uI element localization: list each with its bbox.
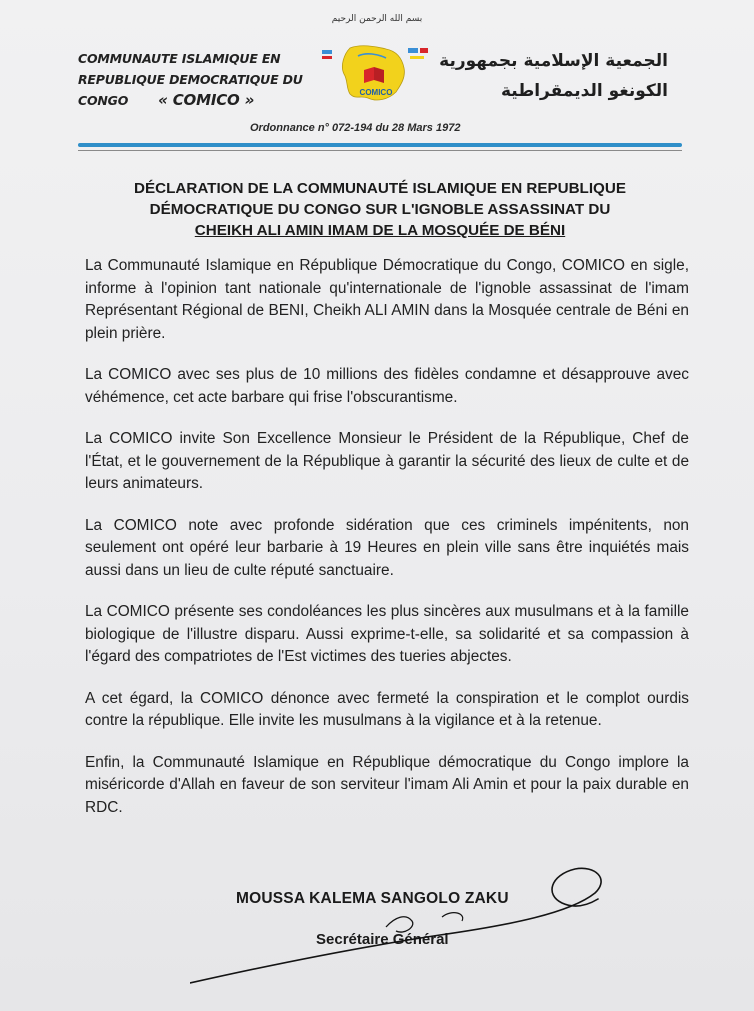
paragraph-6: A cet égard, la COMICO dénonce avec fermeté la conspiration et le complot ourdis contre la république. Elle invite les musulmans à la vigilance et à la retenue. — [85, 689, 689, 729]
handwritten-signature-icon — [190, 855, 620, 995]
org-acronym: « COMICO » — [158, 91, 255, 109]
paragraph-3: La COMICO invite Son Excellence Monsieur le Président de la République, Chef de l'État, et le gouvernement de la République à garantir la sécurité des lieux de culte et de leurs animateurs. — [85, 430, 689, 492]
org-name-french — [78, 48, 328, 111]
signatory-name: MOUSSA KALEMA SANGOLO ZAKU — [236, 890, 509, 907]
paragraph-4: La COMICO note avec profonde sidération que ces criminels impénitents, non seulement ont opéré leur barbarie à 19 Heures en plein ville sans être inquiétés mais aussi dans un lieu de culte réputé sanctuaire. — [85, 516, 689, 579]
signatory-role: Secrétaire Général — [316, 931, 449, 948]
org-name-arabic — [418, 46, 668, 106]
org-name-ar-line2: الكونغو الديمقراطية — [500, 81, 668, 101]
paragraph-1: La Communauté Islamique en République Démocratique du Congo, COMICO en sigle, informe à l'opinion tant nationale qu'internationale de l'ignoble assassinat de l'imam Représentant Régional de BENI, Cheikh ALI AMIN dans la Mosquée centrale de Béni en plein prière. — [85, 257, 689, 342]
declaration-body — [85, 255, 689, 838]
org-name-ar-line1: الجمعية الإسلامية بجمهورية — [439, 51, 668, 71]
org-name-fr-line3 — [78, 90, 328, 111]
header-divider-blue — [78, 143, 682, 147]
org-name-fr-country: CONGO — [78, 93, 129, 108]
org-name-fr-line2: REPUBLIQUE DEMOCRATIQUE DU — [78, 72, 303, 87]
header-divider-gray — [78, 150, 682, 151]
basmala: بسم الله الرحمن الرحيم — [331, 14, 423, 24]
declaration-title — [70, 178, 690, 241]
title-line2: DÉMOCRATIQUE DU CONGO SUR L'IGNOBLE ASSASSINAT DU — [149, 201, 611, 218]
logo-label: COMICO — [359, 88, 393, 97]
title-line3: CHEIKH ALI AMIN IMAM DE LA MOSQUÉE DE BÉNI — [194, 222, 566, 239]
title-line1: DÉCLARATION DE LA COMMUNAUTÉ ISLAMIQUE EN REPUBLIQUE — [134, 180, 626, 197]
ordonnance-reference: Ordonnance n° 072-194 du 28 Mars 1972 — [250, 122, 461, 134]
paragraph-7: Enfin, la Communauté Islamique en République démocratique du Congo implore la miséricorde d'Allah en faveur de son serviteur l'imam Ali Amin et pour la paix durable en RDC. — [85, 753, 689, 816]
paragraph-2: La COMICO avec ses plus de 10 millions des fidèles condamne et désapprouve avec véhémence, cet acte barbare qui frise l'obscurantisme. — [85, 366, 689, 406]
org-name-fr-line1: COMMUNAUTE ISLAMIQUE EN — [78, 51, 281, 66]
paragraph-5: La COMICO présente ses condoléances les plus sincères aux musulmans et à la famille biologique de l'illustre disparu. Aussi exprime-t-elle, sa solidarité et sa compassion à l'égard des compatriotes de l'Est victimes des tueries abjectes. — [85, 603, 689, 665]
